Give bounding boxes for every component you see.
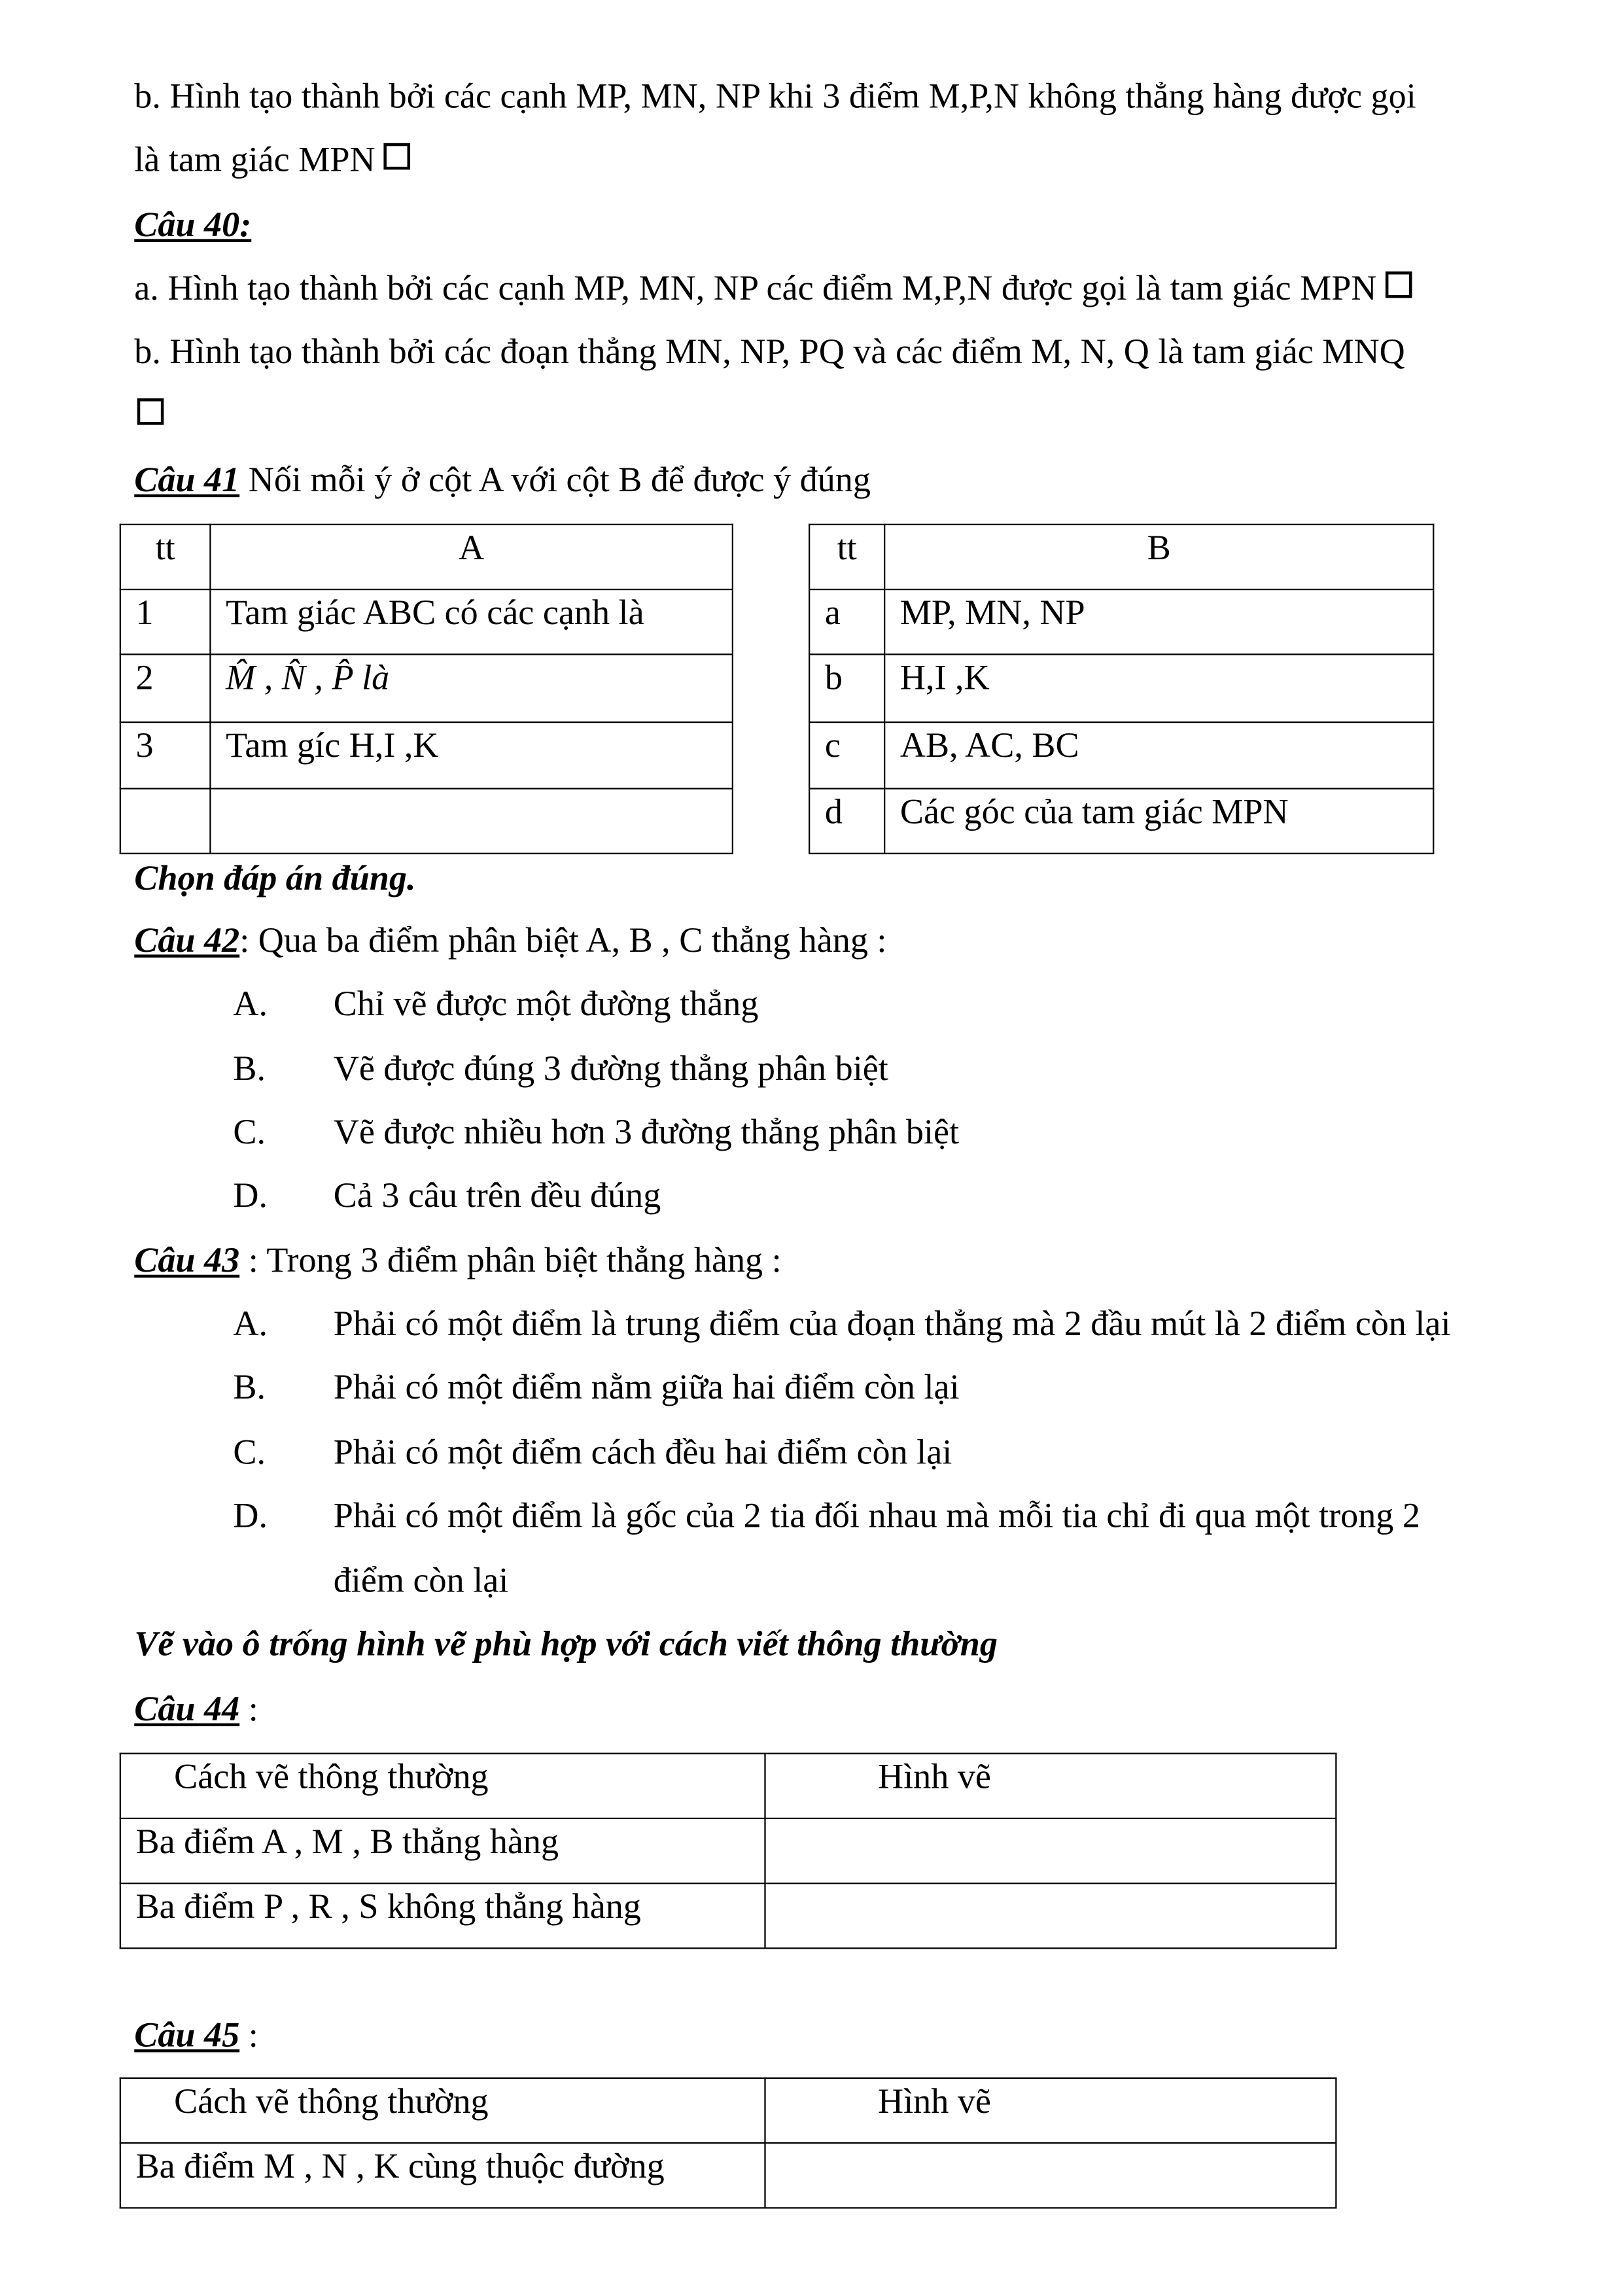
- option-text: Phải có một điểm cách đều hai điểm còn lại: [333, 1434, 952, 1472]
- drawing-cell[interactable]: [765, 1818, 1336, 1883]
- q45-heading: [134, 2009, 258, 2062]
- q41-table-b: [809, 524, 1434, 854]
- cell: 2: [120, 654, 211, 722]
- option-text-continued: điểm còn lại: [333, 1562, 509, 1601]
- table-row: [120, 1818, 1336, 1883]
- option-text: Phải có một điểm là trung điểm của đoạn thẳng mà 2 đầu mút là 2 điểm còn lại: [333, 1306, 1451, 1344]
- option-label: B.: [233, 1050, 266, 1089]
- option-label: D.: [233, 1177, 268, 1216]
- cell: Các góc của tam giác MPN: [884, 789, 1433, 854]
- drawing-cell[interactable]: [765, 1883, 1336, 1948]
- q39-b-line2: [134, 134, 410, 187]
- q45-title: Câu 45: [134, 2017, 240, 2055]
- cell: Ba điểm A , M , B thẳng hàng: [120, 1818, 765, 1883]
- section-heading-draw: Vẽ vào ô trống hình vẽ phù hợp với cách viết thông thường: [134, 1626, 998, 1665]
- header-cell: tt: [809, 525, 884, 589]
- checkbox-icon[interactable]: [384, 143, 411, 170]
- q39-b-text: là tam giác MPN: [134, 141, 375, 181]
- cell: Tam gíc H,I ,K: [210, 722, 732, 788]
- table-row: [809, 789, 1433, 854]
- q42-heading: [134, 914, 886, 967]
- cell: Ba điểm M , N , K cùng thuộc đường: [120, 2143, 765, 2208]
- q40-title: Câu 40:: [134, 206, 252, 245]
- table-row: [120, 589, 733, 654]
- cell: H,I ,K: [884, 654, 1433, 722]
- cell: b: [809, 654, 884, 722]
- table-header-row: [120, 2078, 1336, 2143]
- q44-suffix: :: [239, 1690, 258, 1730]
- option-label: A.: [233, 985, 268, 1024]
- q44-title: Câu 44: [134, 1690, 240, 1730]
- table-header-row: [120, 525, 733, 589]
- q43-text: : Trong 3 điểm phân biệt thẳng hàng :: [239, 1242, 782, 1281]
- cell: d: [809, 789, 884, 854]
- option-label: B.: [233, 1369, 266, 1408]
- table-header-row: [809, 525, 1433, 589]
- section-heading-choose: Chọn đáp án đúng.: [134, 860, 416, 899]
- q39-b-line1: b. Hình tạo thành bởi các cạnh MP, MN, NP khi 3 điểm M,P,N không thẳng hàng được gọi: [134, 78, 1416, 117]
- q40-a-text: a. Hình tạo thành bởi các cạnh MP, MN, NP các điểm M,P,N được gọi là tam giác MPN: [134, 270, 1377, 309]
- table-row: [120, 1883, 1336, 1948]
- table-row: [809, 589, 1433, 654]
- cell: Tam giác ABC có các cạnh là: [210, 589, 732, 654]
- header-cell: A: [210, 525, 732, 589]
- table-row: [120, 722, 733, 788]
- q44-table: [120, 1753, 1337, 1949]
- option-label: C.: [233, 1434, 266, 1472]
- q42-text: : Qua ba điểm phân biệt A, B , C thẳng hàng :: [239, 922, 887, 961]
- option-text: Chỉ vẽ được một đường thẳng: [333, 985, 759, 1024]
- option-label: D.: [233, 1497, 268, 1536]
- cell: [120, 789, 211, 854]
- option-text: Vẽ được nhiều hơn 3 đường thẳng phân biệt: [333, 1113, 960, 1153]
- cell: 3: [120, 722, 211, 788]
- checkbox-icon[interactable]: [137, 398, 164, 425]
- cell: M̂ , N̂ , P̂ là: [210, 654, 732, 722]
- q45-table: [120, 2078, 1337, 2209]
- header-cell: tt: [120, 525, 211, 589]
- option-text: Vẽ được đúng 3 đường thẳng phân biệt: [333, 1050, 888, 1089]
- q40-a: [134, 262, 1412, 315]
- table-header-row: [120, 1754, 1336, 1818]
- q41-heading: [134, 455, 871, 508]
- q40-b: b. Hình tạo thành bởi các đoạn thẳng MN, NP, PQ và các điểm M, N, Q là tam giác MNQ: [134, 333, 1405, 372]
- cell: AB, AC, BC: [884, 722, 1433, 788]
- option-label: C.: [233, 1113, 266, 1153]
- cell: 1: [120, 589, 211, 654]
- option-text: Phải có một điểm là gốc của 2 tia đối nhau mà mỗi tia chỉ đi qua một trong 2: [333, 1497, 1420, 1536]
- q44-heading: [134, 1684, 258, 1737]
- header-cell: Hình vẽ: [765, 2078, 1336, 2143]
- table-row: [120, 654, 733, 722]
- cell: a: [809, 589, 884, 654]
- q43-heading: [134, 1235, 781, 1288]
- q40-b-checkbox-line: [134, 389, 164, 442]
- drawing-cell[interactable]: [765, 2143, 1336, 2208]
- header-cell: Cách vẽ thông thường: [120, 2078, 765, 2143]
- q45-suffix: :: [239, 2017, 258, 2055]
- option-label: A.: [233, 1306, 268, 1344]
- cell: c: [809, 722, 884, 788]
- cell: [210, 789, 732, 854]
- q42-title: Câu 42: [134, 922, 240, 961]
- q41-text: Nối mỗi ý ở cột A với cột B để được ý đúng: [239, 461, 871, 500]
- table-row: [809, 654, 1433, 722]
- option-text: Phải có một điểm nằm giữa hai điểm còn lại: [333, 1369, 960, 1408]
- q43-title: Câu 43: [134, 1242, 240, 1281]
- cell: Ba điểm P , R , S không thẳng hàng: [120, 1883, 765, 1948]
- table-row: [120, 2143, 1336, 2208]
- q41-title: Câu 41: [134, 461, 240, 500]
- header-cell: Cách vẽ thông thường: [120, 1754, 765, 1818]
- q41-table-a: [120, 524, 733, 854]
- checkbox-icon[interactable]: [1386, 271, 1412, 298]
- cell: MP, MN, NP: [884, 589, 1433, 654]
- header-cell: Hình vẽ: [765, 1754, 1336, 1818]
- header-cell: B: [884, 525, 1433, 589]
- table-row: [120, 789, 733, 854]
- option-text: Cả 3 câu trên đều đúng: [333, 1177, 661, 1216]
- table-row: [809, 722, 1433, 788]
